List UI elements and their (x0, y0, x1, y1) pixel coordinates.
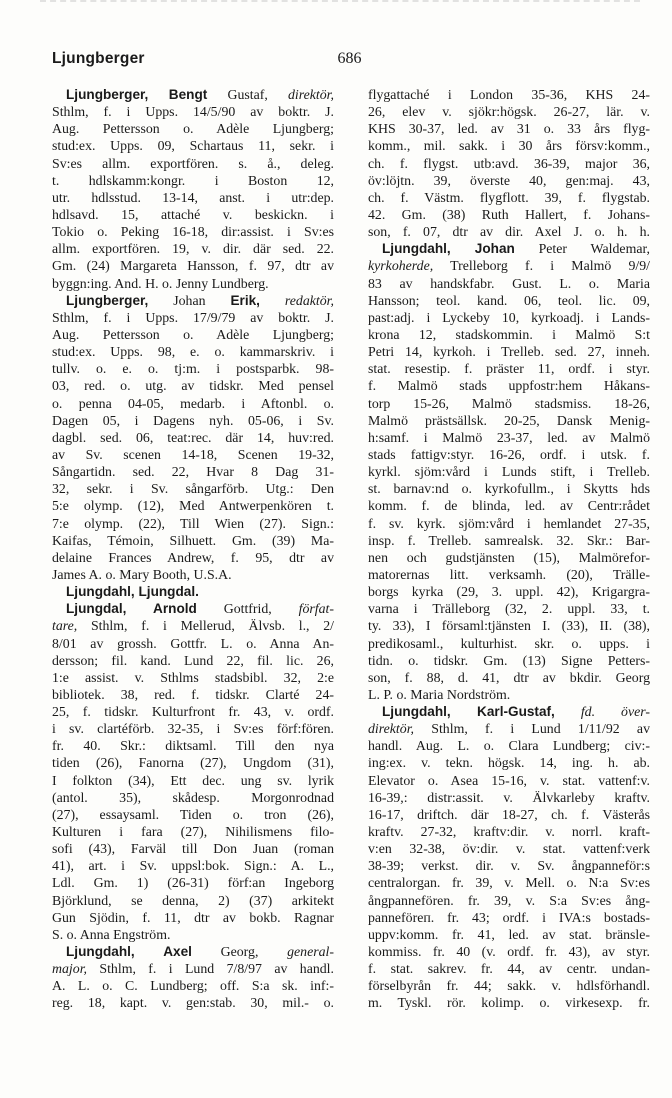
text-run: Georg, (191, 944, 288, 960)
text-line (368, 909, 650, 926)
text-run: utr. hdlsstud. 13-14, anst. i utr:dep. (52, 189, 334, 205)
text-run: Sv:es allm. exportfören. s. å., deleg. (52, 155, 334, 171)
text-run: KHS 30-37, led. av 31 o. 33 års flyg- (368, 121, 650, 137)
text-line (52, 566, 334, 583)
text-run: ty. 33), I församl:tjänsten I. (33), II. (38), (368, 618, 650, 634)
text-line (52, 343, 334, 360)
text-run: tiden (26), Fanorna (27), Ungdom (31), (52, 755, 334, 771)
text-run: 32, sekr. i Sv. sångarförb. Utg.: Den (52, 481, 334, 497)
text-run: komm., mil. sakk. i 30 års försv:komm., (368, 138, 650, 154)
text-run: m. Tyskl. rör. kolimp. o. virkesexp. fr. (368, 995, 650, 1011)
right-column (368, 86, 650, 1012)
text-run: 16-39,: distr:assit. v. Älvkarleby kraftv. (368, 789, 650, 805)
text-line (52, 686, 334, 703)
text-run: Kulturen i fara (27), Nihilismens filo- (52, 824, 334, 840)
text-line (52, 86, 334, 103)
text-run: t. hdlskamm:kongr. i Boston 12, (52, 172, 334, 188)
text-run: redaktör, (284, 292, 334, 308)
text-line (52, 703, 334, 720)
text-run: förfat- (298, 601, 334, 617)
text-line (52, 549, 334, 566)
text-run: I folkton (34), Ett dec. ung sv. lyrik (52, 772, 334, 788)
text-line (52, 240, 334, 257)
text-run: 1:e assist. v. Sthlms stadsbibl. 32, 2:e (52, 669, 334, 685)
text-line (52, 635, 334, 652)
text-run: James A. o. Mary Booth, U.S.A. (52, 566, 232, 582)
text-run: allm. exportfören. 19, v. dir. där sed. 22. (52, 241, 334, 257)
text-line (368, 960, 650, 977)
text-run: son, f. 07, dtr av dir. Axel J. o. h. h. (368, 224, 650, 240)
text-run: av Sv. scenen 14-18, Scenen 19-32, (52, 446, 334, 462)
text-line (368, 652, 650, 669)
text-run: Sthlm, f. i Lund 1/11/92 av (414, 721, 650, 737)
text-run: sofi (43), Farväl till Don Juan (roman (52, 841, 334, 857)
text-run: son, f. 88, d. 41, dtr av bkdir. Georg (368, 669, 650, 685)
text-line (368, 772, 650, 789)
text-run (555, 704, 581, 719)
text-line (52, 600, 334, 617)
text-line (52, 206, 334, 223)
entry-heading: Erik, (230, 292, 260, 308)
text-line (368, 994, 650, 1011)
text-line (52, 292, 334, 309)
text-line (368, 806, 650, 823)
text-run: h:samf. i Malmö 23-37, led. av Malmö (368, 429, 650, 445)
text-line (368, 789, 650, 806)
text-line (368, 926, 650, 943)
text-run: öv:löjtn. 39, överste 40, gen:maj. 43, (368, 172, 650, 188)
text-line (368, 823, 650, 840)
text-run: Tokio o. Peking 16-18, dir:assist. i Sv:es (52, 224, 334, 240)
text-line (52, 737, 334, 754)
text-run: Aug. Pettersson o. Adèle Ljungberg; (52, 121, 334, 137)
text-line (368, 206, 650, 223)
text-run: A. L. o. C. Lundberg; off. S:a sk. inf:- (52, 978, 334, 994)
text-line (368, 515, 650, 532)
text-run: dersson; fil. kand. Lund 22, fil. lic. 26, (52, 652, 334, 668)
text-run: 42. Gm. (38) Ruth Hallert, f. Johans- (368, 206, 650, 222)
text-line (52, 994, 334, 1011)
text-run: o. penna 04-05, medarb. i Aftonbl. o. (52, 395, 334, 411)
text-run: ch. f. Västm. flygflott. 39, f. flygstab. (368, 189, 650, 205)
text-run: insp. f. Trelleb. samrealsk. 32. Skr.: Bar- (368, 532, 650, 548)
text-line (368, 840, 650, 857)
text-line (52, 412, 334, 429)
text-run: Gottfrid, (196, 601, 299, 617)
text-run: 03, red. o. utg. av tidskr. Med pensel (52, 378, 334, 394)
text-line (368, 857, 650, 874)
text-line (52, 155, 334, 172)
text-line (52, 257, 334, 274)
text-run: Malmö prästsällsk. 20-25, Dansk Menig- (368, 412, 650, 428)
text-line (52, 429, 334, 446)
text-run: krona 12, stadskommin. i Malmö S:t (368, 326, 650, 342)
text-line (368, 326, 650, 343)
text-line (52, 892, 334, 909)
text-line (52, 360, 334, 377)
text-line (52, 377, 334, 394)
text-line (52, 395, 334, 412)
text-line (52, 120, 334, 137)
text-run: flygattaché i London 35-36, KHS 24- (368, 87, 650, 102)
text-line (368, 943, 650, 960)
text-run: stud:ex. Upps. 09, Schartaus 11, sekr. i (52, 138, 334, 154)
text-line (368, 189, 650, 206)
text-run: stud:ex. Upps. 98, e. o. kammarskriv. i (52, 344, 334, 360)
text-run: panneföreп. fr. 43; ordf. i IVA:s bostads- (368, 909, 650, 925)
text-line (368, 86, 650, 103)
text-line (368, 120, 650, 137)
text-line (368, 223, 650, 240)
text-line (52, 515, 334, 532)
text-run: tidn. o. tidskr. Gm. (13) Signe Petters- (368, 652, 650, 668)
text-line (368, 497, 650, 514)
text-run: f. sv. kyrk. sjöm:vård i hemlandet 27-35, (368, 515, 650, 531)
text-run: direktör, (368, 721, 415, 737)
text-run: 8/01 av grossh. Gottfr. L. o. Anna An- (52, 635, 334, 651)
text-line (368, 395, 650, 412)
text-line (368, 343, 650, 360)
text-line (52, 172, 334, 189)
text-line (368, 155, 650, 172)
text-run: borgs kyrka (29, 3. uppl. 42), Krigargra- (368, 584, 650, 600)
text-run: direktör, (287, 87, 334, 102)
text-run: 16-17, driftch. där 18-27, ch. f. Västerås (368, 806, 650, 822)
text-run: handl. Aug. L. o. Clara Lundberg; civ:- (368, 738, 650, 754)
text-run: Dagen 05, i Dagens nyh. 05-06, i Sv. (52, 412, 334, 428)
text-line (368, 703, 650, 720)
text-line (52, 874, 334, 891)
text-line (368, 600, 650, 617)
text-run: st. barnav:nd o. kyrkofullm., i Skytts hds (368, 481, 650, 497)
text-line (52, 857, 334, 874)
page-header (52, 50, 647, 72)
text-line (368, 360, 650, 377)
text-line (368, 686, 650, 703)
text-run: (27), essaysaml. Tiden o. tron (26), (52, 806, 334, 822)
text-run: uppv:komm. fr. 41, led. av stat. bränsle- (368, 926, 650, 942)
text-run: 25, f. tidskr. Kulturfront fr. 43, v. ordf. (52, 704, 334, 720)
text-line (52, 583, 334, 600)
text-line (368, 429, 650, 446)
text-line (52, 326, 334, 343)
text-run: Elevator o. Asea 15-16, v. stat. vattenf:v. (368, 772, 650, 788)
text-run: Sthlm, f. i Mellerud, Älvsb. l., 2/ (77, 618, 334, 634)
text-run: Kaifas, Témoin, Silhuett. Gm. (39) Ma- (52, 532, 334, 548)
entry-heading: Ljungberger, (66, 292, 149, 308)
text-line (52, 137, 334, 154)
text-run: predikosaml., kulturhist. skr. o. upps. i (368, 635, 650, 651)
text-line (368, 412, 650, 429)
text-run: ing:ex. v. tekn. högsk. 14, ing. h. ab. (368, 755, 650, 771)
text-run: S. o. Anna Engström. (52, 926, 171, 942)
text-line (52, 754, 334, 771)
text-run: dagbl. sed. 06, teat:rec. där 14, huv:red. (52, 429, 334, 445)
text-line (368, 977, 650, 994)
text-run: kyrkl. sjöm:vård i Lunds stift, i Trelleb. (368, 464, 650, 480)
text-run: past:adj. i Lyckeby 10, kyrkoadj. i Lands- (368, 309, 650, 325)
text-line (52, 909, 334, 926)
text-line (368, 635, 650, 652)
text-line (368, 754, 650, 771)
text-run: nen och gudstjänsten (15), Malmörefor- (368, 549, 650, 565)
text-line (368, 275, 650, 292)
text-line (368, 292, 650, 309)
text-run: major, (52, 961, 88, 977)
text-run: Aug. Pettersson o. Adèle Ljungberg; (52, 326, 334, 342)
text-run: general- (287, 944, 334, 960)
text-line (52, 840, 334, 857)
text-line (368, 566, 650, 583)
text-run: torp 15-26, Malmö stadsmiss. 18-26, (368, 395, 650, 411)
text-line (52, 497, 334, 514)
text-run: matorernas litt. verksamh. (20), Trälle- (368, 566, 650, 582)
text-run: ångpannefören. fr. 39, v. S:a Sv:es ång- (368, 892, 650, 908)
entry-heading: Ljungdal, Arnold (66, 601, 197, 617)
text-run: 83 av handskfabr. Gust. L. o. Maria (368, 275, 650, 291)
text-run: Sthlm, f. i Upps. 17/9/79 av boktr. J. (52, 309, 334, 325)
text-run (260, 293, 285, 308)
text-run: fd. över- (580, 704, 650, 720)
text-line (368, 892, 650, 909)
text-run: L. P. o. Maria Nordström. (368, 686, 511, 702)
text-run: komm. f. de blinda, led. av Centr:rådet (368, 498, 650, 514)
text-line (368, 137, 650, 154)
text-line (368, 257, 650, 274)
text-run: förselbyrån fr. 44; sakk. v. hdlsförhandl. (368, 978, 650, 994)
text-run: Johan (148, 292, 231, 308)
text-run: reg. 18, kapt. v. gen:stab. 30, mil.- o. (52, 995, 334, 1011)
text-line (52, 823, 334, 840)
text-run: hdlsavd. 15, attaché v. beskickn. i (52, 206, 334, 222)
text-line (368, 480, 650, 497)
entry-heading: Ljungberger, Bengt (66, 87, 208, 102)
text-run: Sångartidn. sed. 22, Hvar 8 Dag 31- (52, 464, 334, 480)
text-run: (antol. 35), skådesp. Morgonrodnad (52, 789, 334, 805)
text-run: ch. f. flygst. utb:avd. 36-39, major 36, (368, 155, 650, 171)
text-line (368, 583, 650, 600)
text-line (52, 926, 334, 943)
text-line (52, 806, 334, 823)
text-line (52, 789, 334, 806)
text-line (368, 532, 650, 549)
text-run: kommiss. fr. 40 (v. ordf. fr. 43), av styr. (368, 944, 650, 960)
text-line (368, 549, 650, 566)
text-run: varna i Trälleborg (32, 2. uppl. 33, t. (368, 601, 650, 617)
text-run: Peter Waldemar, (514, 241, 650, 257)
text-line (52, 977, 334, 994)
text-run: centralorgan. fr. 39, v. Mell. o. N:a Sv:es (368, 875, 650, 891)
text-run: 26, elev v. sjökr:högsk. 26-27, lär. v. (368, 104, 650, 120)
text-run: f. stat. sakrev. fr. 44, av centr. undan- (368, 961, 650, 977)
text-line (368, 446, 650, 463)
text-line (368, 377, 650, 394)
text-run: tullv. o. e. o. tj:m. i postsparbk. 98- (52, 361, 334, 377)
text-line (368, 720, 650, 737)
text-line (52, 652, 334, 669)
text-run: Gm. (24) Margareta Hansson, f. 97, dtr av (52, 258, 334, 274)
text-run: bibliotek. 38, red. f. tidskr. Clarté 24- (52, 686, 334, 702)
text-line (52, 617, 334, 634)
text-run: i sv. clartéförb. 32-35, i Sv:es förf:fören. (52, 721, 334, 737)
text-line (368, 240, 650, 257)
text-line (52, 943, 334, 960)
text-line (52, 446, 334, 463)
text-line (52, 772, 334, 789)
text-run: fr. 40. Skr.: diktsaml. Till den nya (52, 738, 334, 754)
left-column (52, 86, 334, 1012)
text-run: v:en 32-38, öv:dir. v. stat. vattenf:verk (368, 841, 650, 857)
text-line (368, 617, 650, 634)
text-run: 5:e olymp. (12), Med Antwerpenkören t. (52, 498, 334, 514)
text-run: f. Malmö stads uppfostr:hem Håkans- (368, 378, 650, 394)
text-line (368, 737, 650, 754)
text-run: stat. resestip. f. präster 11, ordf. i styr. (368, 361, 650, 377)
text-line (52, 189, 334, 206)
scan-edge-marks (40, 0, 640, 8)
text-run: Gustaf, (207, 87, 288, 102)
running-head: Ljungberger (52, 50, 145, 67)
text-run: Trelleborg f. i Malmö 9/9/ (433, 258, 650, 274)
text-line (368, 103, 650, 120)
text-line (52, 309, 334, 326)
text-line (52, 223, 334, 240)
entry-heading: Ljungdahl, Ljungdal. (66, 584, 199, 600)
text-run: stads fattigv:styr. 16-26, ordf. i utsk. f. (368, 446, 650, 462)
text-run: Ldl. Gm. 1) (26-31) förf:an Ingeborg (52, 875, 334, 891)
text-run: tare, (52, 618, 78, 634)
text-line (368, 669, 650, 686)
text-run: Sthlm, f. i Lund 7/8/97 av handl. (87, 961, 334, 977)
text-line (52, 720, 334, 737)
text-line (368, 172, 650, 189)
text-line (52, 532, 334, 549)
text-line (52, 669, 334, 686)
text-run: Björklund, se denna, 2) (37) arkitekt (52, 892, 334, 908)
page-number: 686 (337, 50, 362, 67)
text-run: 38-39; verkst. dir. v. Sv. ångpanneför:s (368, 858, 650, 874)
text-run: delaine Frances Andrew, f. 95, dtr av (52, 549, 334, 565)
entry-heading: Ljungdahl, Axel (66, 944, 192, 960)
text-run: Gun Sjödin, f. 11, dtr av bokb. Ragnar (52, 909, 334, 925)
text-run: byggn:ing. And. H. o. Jenny Lundberg. (52, 275, 269, 291)
text-run: Sthlm, f. i Upps. 14/5/90 av boktr. J. (52, 104, 334, 120)
text-run: 41), art. i Sv. uppsl:bok. Sign.: A. L., (52, 858, 334, 874)
text-run: 7:e olymp. (22), Till Wien (27). Sign.: (52, 515, 334, 531)
text-line (368, 874, 650, 891)
text-line (368, 309, 650, 326)
text-run: kraftv. 27-32, kraftv:dir. v. norrl. kraft- (368, 824, 650, 840)
text-line (52, 960, 334, 977)
text-run: Petri 14, kyrkoh. i Trelleb. sed. 27, inneh. (368, 344, 650, 360)
text-line (368, 463, 650, 480)
text-line (52, 480, 334, 497)
text-line (52, 103, 334, 120)
text-run: Hansson; teol. kand. 06, teol. lic. 09, (368, 292, 650, 308)
entry-heading: Ljungdahl, Johan (382, 241, 515, 257)
text-line (52, 463, 334, 480)
text-run: kyrkoherde, (368, 258, 434, 274)
text-line (52, 275, 334, 292)
entry-heading: Ljungdahl, Karl-Gustaf, (382, 704, 555, 720)
